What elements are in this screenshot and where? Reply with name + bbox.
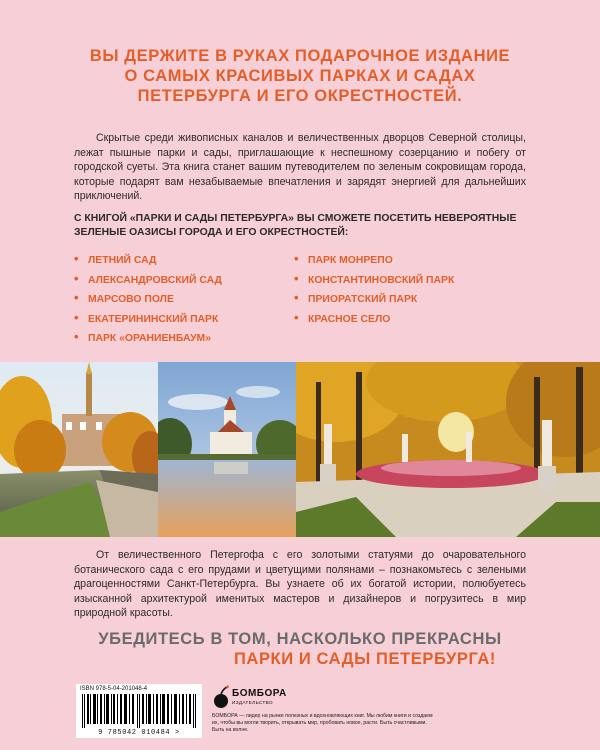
park-item: • ПРИОРАТСКИЙ ПАРК — [294, 288, 454, 308]
park-item: • КОНСТАНТИНОВСКИЙ ПАРК — [294, 269, 454, 289]
bullet-icon: • — [294, 290, 299, 305]
publisher-subtitle: ИЗДАТЕЛЬСТВО — [232, 700, 273, 705]
bullet-icon: • — [74, 251, 79, 266]
closing-line-1: УБЕДИТЕСЬ В ТОМ, НАСКОЛЬКО ПРЕКРАСНЫ — [98, 630, 502, 648]
closing-line-2: ПАРКИ И САДЫ ПЕТЕРБУРГА! — [233, 650, 497, 668]
bullet-icon: • — [294, 309, 299, 325]
cover-heading — [40, 46, 560, 106]
bullet-icon: • — [294, 251, 299, 266]
heading-line-2: О САМЫХ КРАСИВЫХ ПАРКАХ И САДАХ — [124, 67, 476, 85]
bullet-icon: • — [74, 309, 79, 325]
photo-strip — [0, 362, 600, 537]
intro-paragraph: Скрытые среди живописных каналов и величественных дворцов Северной столицы, лежат пышные парки и сады, приглашающие к неспешному созерцанию и побегу от городской суеты. Эта книга станет вашим путеводителем по зеленым сокровищам города, которые подарят вам незабываемые впечатления и зарядят энергией для дальнейших приключений. — [74, 132, 526, 203]
parks-lead-text: С КНИГОЙ «ПАРКИ И САДЫ ПЕТЕРБУРГА» ВЫ СМОЖЕТЕ ПОСЕТИТЬ НЕВЕРОЯТНЫЕ ЗЕЛЕНЫЕ ОАЗИСЫ ГОРОДА И ЕГО ОКРЕСТНОСТЕЙ: — [74, 213, 517, 239]
bullet-icon: • — [74, 290, 79, 305]
park-item: • ЕКАТЕРИНИНСКИЙ ПАРК — [74, 308, 222, 328]
park-item: • КРАСНОЕ СЕЛО — [294, 308, 454, 328]
heading-line-1: ВЫ ДЕРЖИТЕ В РУКАХ ПОДАРОЧНОЕ ИЗДАНИЕ — [89, 47, 511, 65]
park-item: • ПАРК «ОРАНИЕНБАУМ» — [74, 327, 222, 347]
park-item: • ЛЕТНИЙ САД — [74, 249, 222, 269]
isbn-number: ISBN 978-5-04-201048-4 — [80, 686, 148, 692]
bombora-logo-icon — [212, 685, 230, 709]
closing-slogan — [40, 629, 560, 669]
bullet-icon: • — [74, 270, 79, 286]
bullet-icon: • — [74, 329, 79, 344]
parks-list-right — [294, 249, 454, 327]
publisher-note: БОМБОРА — лидер на рынке полезных и вдохновляющих книг. Мы любим книги и создаем их, чтобы вы могли творить, открывать мир, пробовать новое, расти. Быть счастливыми. Быть на волне. — [212, 713, 433, 733]
park-item: • ПАРК МОНРЕПО — [294, 249, 454, 269]
photo-autumn-embankment — [0, 362, 158, 537]
barcode-icon — [82, 694, 196, 728]
heading-line-3: ПЕТЕРБУРГА И ЕГО ОКРЕСТНОСТЕЙ. — [137, 87, 463, 105]
parks-list-left — [74, 249, 222, 347]
bullet-icon: • — [294, 270, 299, 286]
publisher-name: БОМБОРА — [232, 688, 287, 699]
park-item: • АЛЕКСАНДРОВСКИЙ САД — [74, 269, 222, 289]
ean-digits: 9 785042 010484 > — [98, 729, 180, 737]
park-item: • МАРСОВО ПОЛЕ — [74, 288, 222, 308]
photo-priory-palace — [158, 362, 296, 537]
outro-paragraph: От величественного Петергофа с его золотыми статуями до очаровательного ботанического сада с его прудами и цветущими полянами – познакомьтесь с зелеными драгоценностями Санкт-Петербурга. Вы узнаете об их богатой истории, полюбуетесь изысканной архитектурой именитых мастеров и дизайнеров и погрузитесь в мир природной красоты. — [74, 549, 526, 620]
barcode-block — [76, 684, 202, 738]
photo-summer-garden — [296, 362, 600, 537]
